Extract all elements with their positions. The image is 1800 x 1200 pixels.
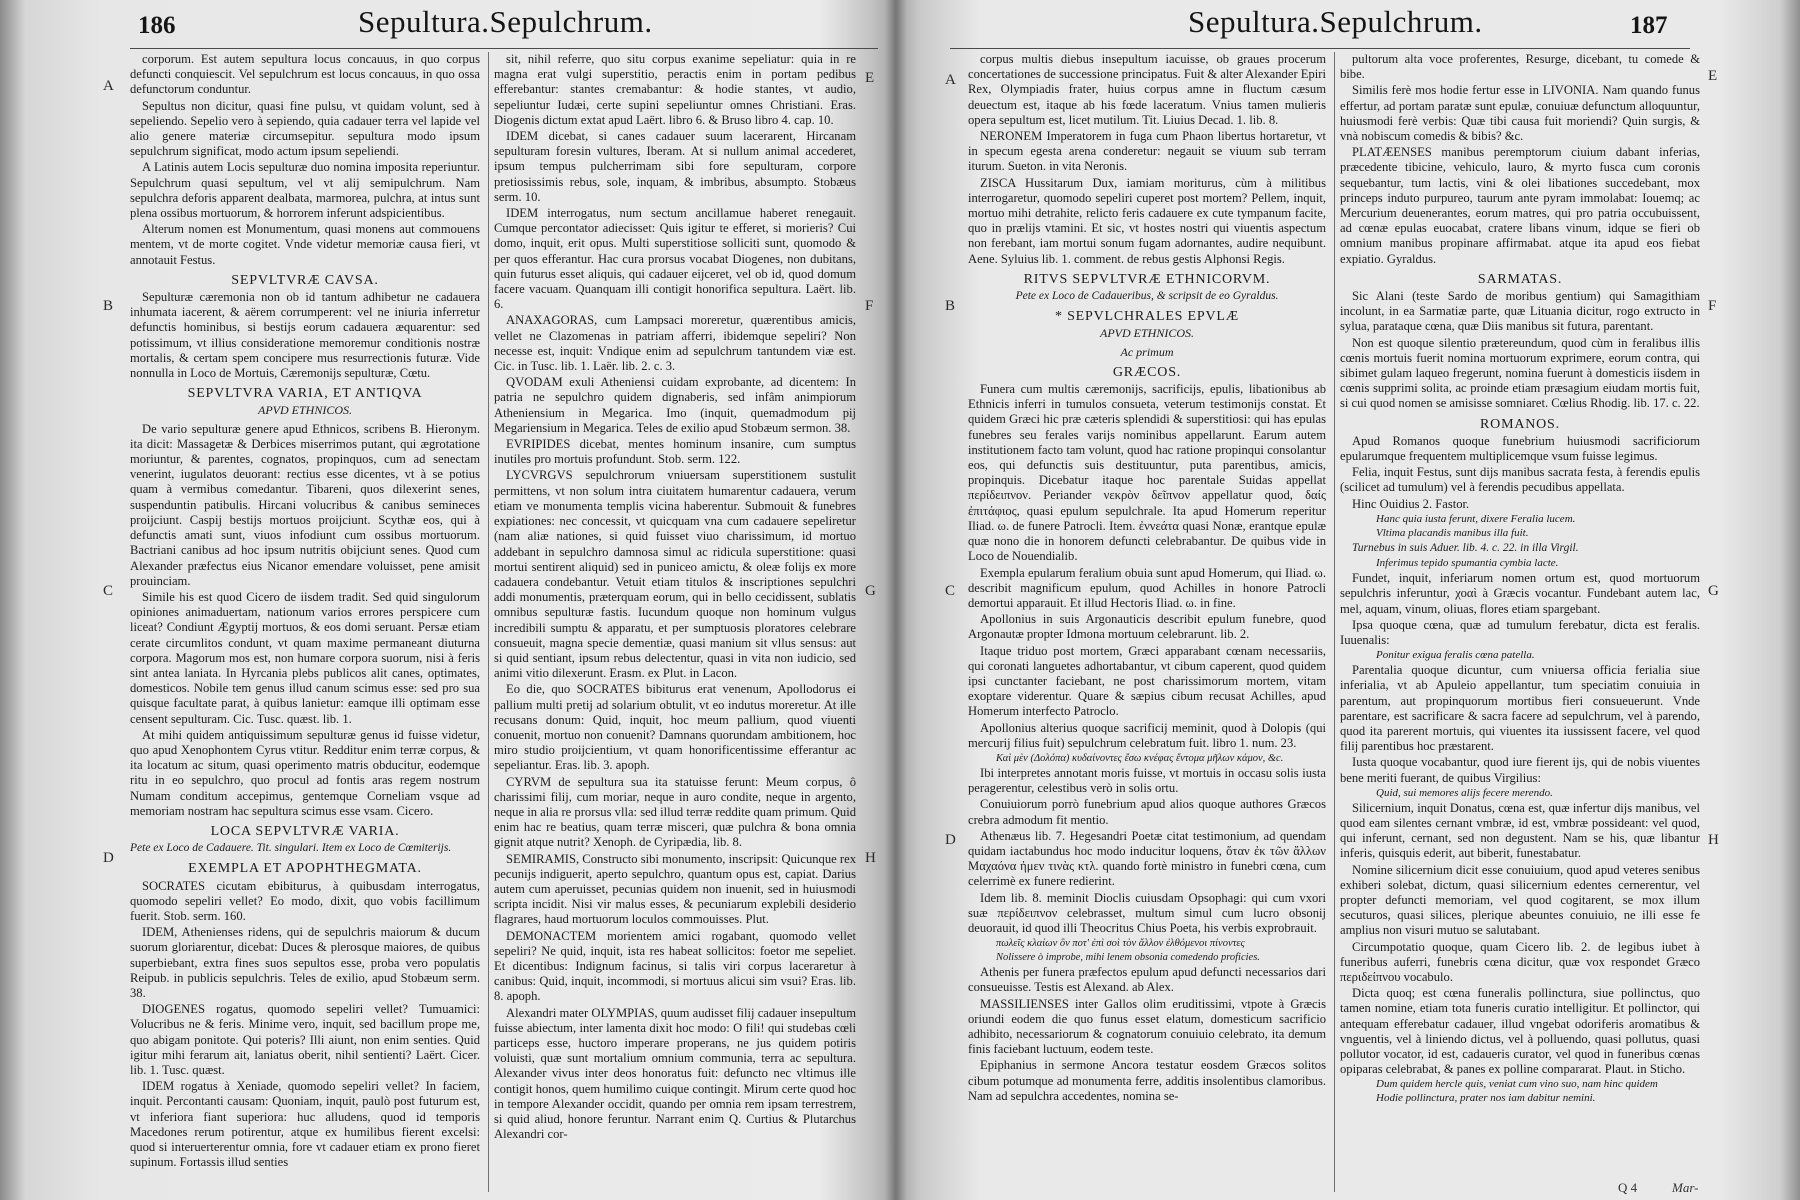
cross-reference: Pete ex Loco de Cadaueribus, & scripsit de eo Gyraldus. bbox=[1015, 290, 1279, 303]
paragraph: A Latinis autem Locis sepulturæ duo nomina imposita reperiuntur. Sepulchrum quasi sepultum, vel vt alij semipulchrum. Nam sepulchra deforis apparent dealbata, marmorea, pulchra, at intus sunt plena ossibus mortuorum, & horrorem inferunt adspicientibus. bbox=[130, 160, 480, 221]
verse-citation: Turnebus in suis Aduer. lib. 4. c. 22. in illa Virgil. bbox=[1352, 541, 1579, 554]
book-gutter bbox=[885, 0, 907, 1200]
paragraph: QVODAM exuli Atheniensi cuidam exprobante, ad dicentem: In patria ne sepulchro quidem dignaberis, sed infâm animpiorum Atheniensium in Megarica. Imo (inquit, quemadmodum pij Megariensium in Megarica. Teles de exilio apud Stobæum sermon. 38. bbox=[494, 375, 856, 435]
page-number-right: 187 bbox=[1630, 12, 1668, 39]
paragraph: Sepulturæ cæremonia non ob id tantum adhibetur ne cadauera inhumata iacerent, & aërem corrumperent: vel ne iniuria inferretur defunctis hominibus, si bestijs eorum cadauera æquarentur: sed potissimum, vt illius consideratione memoremur conditionis nostræ mortalis, & certam spem concipere mus resurrectionis futuræ. Vide nonnulla in Loco de Mortuis, Cæremonijs sepulturæ, Cœtu. bbox=[130, 290, 480, 381]
margin-letter-a-left: A bbox=[103, 78, 114, 94]
margin-letter-e-left: E bbox=[865, 70, 875, 86]
paragraph: Dicta quoq; est cœna funeralis pollinctura, siue pollinctus, quo tamen nomine, etiam tota funeris curatio intelligitur. Et pollinctor, qui antequam efferebatur cadauer, illud vngebat odoriferis aromatibus & vnguentis, vel à liniendo dictus, vel à polluendo, quasi pollutus, quasi pollutor vocator, id est, cadaueris curator, vel quod in funeribus cœnas opiparas celebrabat, & panes ex polline compararat. Plaut. in Sticho. bbox=[1340, 986, 1700, 1077]
section-heading: LOCA SEPVLTVRÆ VARIA. bbox=[210, 823, 400, 839]
paragraph: Parentalia quoque dicuntur, cum vniuersa officia ferialia siue inferialia, vt ab Apuleio appellantur, tum speciatim conuiuia in parentum, aut propinquorum mortibus fieri consueuerunt. Vnde parentare, est sacrificare & sacra facere ad sepulchrum, vel à parendo, quod ita parerent mortuis, qui viuentes ita iussissent facere, vel quod filij parentibus hoc præstarent. bbox=[1340, 663, 1700, 754]
paragraph: IDEM interrogatus, num sectum ancillamue haberet renegauit. Cumque percontator adiecisset: Quis igitur te efferet, si morieris? Cui domo, inquit, erit opus. Multi superstitiose solliciti sunt, quomodo & per quos efferantur. Hac cura prorsus vocabat Diogenes, non dubitans, quin futurus esset aliquis, qui cadauer eijceret, vel ob id, quod domum facere vacuam. Quanquam illi contigit honorifica sepultura. Laërt. lib. 6. bbox=[494, 206, 856, 312]
margin-letter-h-left: H bbox=[865, 850, 876, 866]
paragraph: Felia, inquit Festus, sunt dijs manibus sacrata festa, à ferendis epulis (scilicet ad tumulum) vel à ferendis pecudibus appellata. bbox=[1340, 465, 1700, 495]
section-heading: GRÆCOS. bbox=[1112, 364, 1182, 380]
column-divider-right bbox=[1334, 52, 1335, 1192]
paragraph: Conuiuiorum porrò funebrium apud alios quoque authores Græcos crebra admodum fit mentio. bbox=[968, 797, 1326, 827]
paragraph: EVRIPIDES dicebat, mentes hominum insanire, cum sumptus inutiles pro mortuis profundunt. Stob. serm. 122. bbox=[494, 437, 856, 467]
section-subheading: Ac primum bbox=[1120, 344, 1174, 359]
verse-line: Hodie pollinctura, prater nos iam dabitur nemini. bbox=[1376, 1092, 1596, 1105]
paragraph: Sic Alani (teste Sardo de moribus gentium) qui Samagithiam incolunt, in ea Sarmatiæ parte, quæ Lituania dicitur, rogo extructo in sylua, parataque cœna, quæ Diis manibus sit futura, parentant. bbox=[1340, 289, 1700, 334]
margin-letter-c-left: C bbox=[103, 583, 114, 599]
section-heading: SARMATAS. bbox=[1477, 271, 1563, 287]
section-heading: RITVS SEPVLTVRÆ ETHNICORVM. bbox=[1023, 271, 1271, 287]
paragraph: PLATÆENSES manibus peremptorum ciuium dabant inferias, præcedente tibicine, vehiculo, lauro, & myrto fusca cum coronis sequebantur, tum lactis, vini & olei libationes succedebant, mox princeps induto purpureo, taurum ante pyram immolabat: Iouemq; ac Mercurium deuenerantes, eorum matres, qui pro patria occubuissent, ad cœnæ epulas euocabat, cratere libans vinum, idque se fieri ob omnium manibus propinare affirmabat. atque ita apud eos fiebat expiatio. Gyraldus. bbox=[1340, 145, 1700, 266]
paragraph: ZISCA Hussitarum Dux, iamiam moriturus, cùm à militibus interrogaretur, quomodo sepeliri cuperet post mortem? Pellem, inquit, mortuo mihi detrahite, relicto feris cadauere ex cute tympanum facite, quo in prælijs vtamini. Et sic, vt hostes nostri qui viuentis aspectum non ferebant, iam mortui sonum fugam adornantes, audire nequibunt. Aene. Syluius lib. 1. comment. de rebus gestis Alphonsi Regis. bbox=[968, 175, 1326, 266]
paragraph: sit, nihil referre, quo situ corpus exanime sepeliatur: quia in re magna erat vulgi superstitio, peractis enim in portam pedibus efferebantur: stantes cremabantur: & hodie stantes, vt audio, sepeliuntur Iudæi, certe supini sepeliuntur omnes Christiani. Eras. Diogenis dictum extat apud Laërt. libro 6. & Bruso libro 4. cap. 10. bbox=[494, 52, 856, 127]
paragraph: ANAXAGORAS, cum Lampsaci moreretur, quærentibus amicis, vellet ne Clazomenas in patriam afferri, ibidemque sepeliri? Non necesse est, inquit: Vndique enim ad sepulchrum tantundem viæ est. Cic. in Tusc. lib. 1. Laër. lib. 2. c. 3. bbox=[494, 313, 856, 374]
section-heading: * SEPVLCHRALES EPVLÆ bbox=[1054, 309, 1240, 325]
left-page-column-1 bbox=[130, 52, 480, 1192]
paragraph: Apollonius alterius quoque sacrificij meminit, quod à Dolopis (qui mercurij filius fuit) sepulchrum celebratum fuit. libro 1. num. 23. bbox=[968, 720, 1326, 750]
greek-verse: πωλεῖς κλαίων ὃν ποτ' ἐπὶ σοὶ τὸν ἄλλον ἐλθόμενοι πίνοντες bbox=[996, 938, 1245, 950]
paragraph: NERONEM Imperatorem in fuga cum Phaon libertus hortaretur, vt in specum egesta arena conderetur: negauit se viuum sub terram iturum. Sueton. in vita Neronis. bbox=[968, 129, 1326, 174]
section-subheading: APVD ETHNICOS. bbox=[1100, 326, 1194, 341]
margin-letter-e-right: E bbox=[1708, 68, 1718, 84]
header-rule-right bbox=[950, 48, 1690, 49]
margin-letter-b-left: B bbox=[103, 298, 114, 314]
verse-line: Ponitur exigua feralis cœna patella. bbox=[1376, 649, 1535, 662]
verse-line: Vltima placandis manibus illa fuit. bbox=[1376, 526, 1529, 539]
column-divider-left bbox=[488, 52, 489, 1192]
right-page-column-1 bbox=[968, 52, 1326, 1192]
section-heading: SEPVLTVRA VARIA, ET ANTIQVA bbox=[187, 386, 423, 402]
margin-letter-f-right: F bbox=[1708, 298, 1717, 314]
margin-letter-f-left: F bbox=[865, 298, 874, 314]
paragraph: Ipsa quoque cœna, quæ ad tumulum ferebatur, dicta est feralis. Iuuenalis: bbox=[1340, 617, 1700, 647]
verse-line: Dum quidem hercle quis, veniat cum vino suo, nam hinc quidem bbox=[1376, 1078, 1658, 1091]
paragraph: Idem lib. 8. meminit Dioclis cuiusdam Opsophagi: qui cum vxori suæ περίδειπνον celebrasset, multum simul cum lucro obsonij deuorauit, id quod illi Theocritus Chius Poeta, his verbis exprobrauit. bbox=[968, 890, 1326, 935]
paragraph: Simile his est quod Cicero de iisdem tradit. Sed quid singulorum opiniones animaduertam, nationum varios errores perspicere cum liceat? Condiunt Ægyptij mortuos, & eos domi seruant. Persæ etiam cerate circumlitos condunt, vt quam maxime permaneant diuturna corpora. Magorum mos est, non humare corpora suorum, nisi à feris sint antea laniata. In Hyrcania plebs publicos alit canes, optimates, domesticos. Nobile tem genus illud canum scimus esse: sed pro sua quisque facultate parat, à quibus lanietur: eamque illi optimam esse censent sepulturam. Cic. Tusc. quæst. lib. 1. bbox=[130, 589, 480, 726]
right-page-column-2 bbox=[1340, 52, 1700, 1177]
paragraph: pultorum alta voce proferentes, Resurge, dicebant, tu comede & bibe. bbox=[1340, 52, 1700, 82]
paragraph: Apud Romanos quoque funebrium huiusmodi sacrificiorum epularumque frequentem multiplicemque vsum fuisse legimus. bbox=[1340, 433, 1700, 464]
paragraph: CYRVM de sepultura sua ita statuisse ferunt: Meum corpus, ô charissimi filij, cum moriar, neque in auro condite, neque in argento, neque in alia re prorsus vlla: sed illud terræ reddite quam primum. Quid enim hac re beatius, quam terræ misceri, quæ pulchra & bona omnia gignit atque nutrit? Xenoph. de Cyripædia, lib. 8. bbox=[494, 774, 856, 850]
margin-letter-c-right: C bbox=[945, 583, 956, 599]
paragraph: Itaque triduo post mortem, Græci apparabant cœnam necessariis, qui coronati languetes adhortabantur, vt cibum caperent, quod quidem ipsi cunctanter faciebant, ne post charissimorum mortem, vitam exoptare viderentur. Quare & sæpius cibum recusat Achilles, apud Homerum interfecto Patroclo. bbox=[968, 643, 1326, 719]
margin-letter-d-left: D bbox=[103, 850, 114, 866]
catchword: Mar- bbox=[1672, 1180, 1699, 1195]
paragraph: Similis ferè mos hodie fertur esse in LIVONIA. Nam quando funus effertur, ad portam paratæ sunt epulæ, conuiuæ defunctum alloquuntur, huiusmodi ferè verbis: Quæ tibi causa fuit moriendi? Quin surgis, & vnà nobiscum comedis & bibis? &c. bbox=[1340, 83, 1700, 144]
paragraph: Non est quoque silentio prætereundum, quod cùm in feralibus illis cœnis mortuis fuerit nomina mortuorum exprimere, eorum contra, qui sibimet gulam laqueo fregerunt, nomina fuerunt à domesticis iisdem in cœnis supprimi solita, ac proinde etiam præsagium eiudam mortis fuit, si cui quod nomen se amisisse somniaret. Cœlius Rhodig. lib. 17. c. 22. bbox=[1340, 335, 1700, 411]
margin-letter-b-right: B bbox=[945, 298, 956, 314]
paragraph: DEMONACTEM morientem amici rogabant, quomodo vellet sepeliri? Ne quid, inquit, ista res habeat sollicitos: foetor me sepeliet. Et dicentibus: Indignum facinus, si talis viri corpus laceraretur à canibus: Quid, inquit, incommodi, si mortuus alicui sim vsui? Eras. lib. 8. apoph. bbox=[494, 928, 856, 1004]
section-heading: SEPVLTVRÆ CAVSA. bbox=[231, 272, 379, 288]
margin-letter-h-right: H bbox=[1708, 832, 1719, 848]
signature-mark: Q 4 bbox=[1618, 1180, 1638, 1195]
paragraph: LYCVRGVS sepulchrorum vniuersam superstitionem sustulit permittens, vt non solum intra ciuitatem humarentur cadauera, verum etiam ve monumenta templis vicina haberentur. Submouit & funebres expiationes: nec concessit, vt quicquam vna cum cadauere sepeliretur (nam aliæ nationes, si quid fuisset viuo charissimum, id mortuo addebant in sepulchro damnosa simul ac ridicula superstitione: quasi mortui sentirent aliquid) sed in puniceo amictu, & oleæ folijs ex more cadauera condebantur. Vetuit etiam titulos & inscriptiones sepulchri addi monumentis, præterquam eorum, qui in bello cecidissent, sublatis omnibus sepulturæ fastis. Iucundum quoque non hominum vulgus incredibili sumptu & apparatu, et per sumptuosis ploratores celebrare consueuit, magna specie dementiæ, quasi manium sit vllus sensus: aut si quid sentiant, ipsum rebus delectentur, quasi in vita non iudicio, sed animi vitio dilexerunt. Erasm. ex Plut. in Lacon. bbox=[494, 468, 856, 681]
paragraph: Alterum nomen est Monumentum, quasi monens aut commouens mentem, vt de morte cogitet. Vnde videtur memoriæ causa fieri, vt annotauit Festus. bbox=[130, 222, 480, 267]
paragraph: Iusta quoque vocabantur, quod iure fierent ijs, qui de nobis viuentes bene meriti fuerant, de quibus Virgilius: bbox=[1340, 755, 1700, 785]
verse-line: Inferimus tepido spumantia cymbia lacte. bbox=[1376, 557, 1559, 570]
paragraph: SEMIRAMIS, Constructo sibi monumento, inscripsit: Quicunque rex pecunijs indiguerit, aperto sepulchro, quantum opus est, capiat. Darius autem cum aperuisset, pecunias quidem non inuenit, sed in huiusmodi scripta incidit. Nisi vir malus esses, & pecuniarum explebili desiderio flagrares, haud mortuorum loculos commouisses. Plut. bbox=[494, 851, 856, 927]
verse-line: Hanc quia iusta ferunt, dixere Feralia lucem. bbox=[1376, 512, 1576, 525]
page-number-left: 186 bbox=[138, 12, 176, 39]
paragraph: SOCRATES cicutam ebibiturus, à quibusdam interrogatus, quomodo sepeliri vellet? Eo modo, dixit, quo vobis facillimum fuerit. Stob. serm. 160. bbox=[130, 878, 480, 923]
greek-verse-translation: Nolissere ò improbe, mihi lenem obsonia comedendo proficies. bbox=[996, 952, 1260, 964]
paragraph: IDEM dicebat, si canes cadauer suum lacerarent, Hircanam sepulturam foresin vultures, Iberam. At si nullum animal accederet, ipsum tempus pulcherrimam sibi fore sepulturam, corpore pretiosissimis rebus, sole, inquam, & imbribus, absumpto. Stobæus serm. 10. bbox=[494, 129, 856, 204]
paragraph: MASSILIENSES inter Gallos olim eruditissimi, vtpote à Græcis oriundi eodem die quo funus esset elatum, domesticum sacrificio adhibito, necessariorum & cognatorum conuiuio celebrato, ita demum finis faciebant luctuum, eodem teste. bbox=[968, 996, 1326, 1057]
paragraph: Ibi interpretes annotant moris fuisse, vt mortuis in occasu solis iusta peragerentur, celestibus verò in solis ortu. bbox=[968, 765, 1326, 796]
paragraph: Eo die, quo SOCRATES bibiturus erat venenum, Apollodorus ei pallium multi pretij ad solarium obtulit, vt eo indutus moreretur. At ille recusans donum: Quid, inquit, hoc meum pallium, quod viuenti conuenit, mortuo non conuenit? Damnans quorundam ambitionem, hoc miro studio proijcientium, vt quam honorificentissime efferantur ac sepeliantur. Eras. lib. 3. apoph. bbox=[494, 682, 856, 773]
paragraph: corporum. Est autem sepultura locus concauus, in quo corpus defuncti conquiescit. Vel sepulchrum est locus concauus, in quo ossa defunctorum conduntur. bbox=[130, 52, 480, 97]
section-heading: EXEMPLA ET APOPHTHEGMATA. bbox=[188, 861, 422, 877]
paragraph: Apollonius in suis Argonauticis describit epulum funebre, quod Argonautæ propter Idmona mortuum celebrarunt. lib. 2. bbox=[968, 612, 1326, 642]
greek-quotation: Καὶ μὲν (Δολόπα) κυδαίνοντες ἔσω κνέφας ἔντομα μῆλων κάμον, &c. bbox=[996, 752, 1284, 764]
paragraph: Fundet, inquit, inferiarum nomen ortum est, quod mortuorum sepulchris inferuntur, χοαὶ à Græcis vocantur. Fundebant autem lac, mel, aquam, vinum, oliuas, flores etiam spargebant. bbox=[1340, 571, 1700, 616]
margin-letter-g-right: G bbox=[1708, 583, 1719, 599]
paragraph: At mihi quidem antiquissimum sepulturæ genus id fuisse videtur, quo apud Xenophontem Cyrus vtitur. Redditur enim terræ corpus, & ita locatum ac situm, quasi operimento matris obducitur, eodemque ritu in eo sepulchro, quo procul ad fontis aras regem nostrum Numam conditum accepimus, gentemque Corneliam vsque ad memoriam nostram hac sepultura scimus esse vsam. Cicero. bbox=[130, 727, 480, 818]
paragraph: Athenis per funera præfectos epulum apud defuncti necessarios dari consueuisse. Testis est Alexand. ab Alex. bbox=[968, 965, 1326, 995]
margin-letter-d-right: D bbox=[945, 832, 956, 848]
margin-letter-a-right: A bbox=[945, 72, 956, 88]
margin-letter-g-left: G bbox=[865, 583, 876, 599]
paragraph: Nomine silicernium dicit esse conuiuium, quod apud veteres senibus exhiberi solebat, dictum, quasi silicernium edentes cernerentur, vel propter defuncti memoriam, vel quod cogitarent, se mox illum secuturos, quasi silices, plerique abeuntes conuiuio, ne illi esse fe amplius non visuri mutuo se salutabant. bbox=[1340, 862, 1700, 938]
paragraph: Epiphanius in sermone Ancora testatur eosdem Græcos solitos cibum potumque ad monumenta ferre, additis insolentibus clamoribus. Nam ad sepulchra accedentes, nomina se- bbox=[968, 1058, 1326, 1103]
paragraph: Silicernium, inquit Donatus, cœna est, quæ infertur dijs manibus, vel quod eam silentes cernant vmbræ, id est, vmbræ possideant: vel quod, qui inferunt, cernant, sed non degustent. Nam se his, quæ libantur inferis, quisquis ederit, aut biberit, funestabatur. bbox=[1340, 800, 1700, 861]
cross-reference: Pete ex Loco de Cadauere. Tit. singulari. Item ex Loco de Cœmiterijs. bbox=[130, 842, 452, 855]
verse-line: Quid, sui memores alijs fecere merendo. bbox=[1376, 786, 1553, 799]
running-head-right: Sepultura.Sepulchrum. bbox=[1188, 4, 1483, 39]
left-page-column-2 bbox=[494, 52, 856, 1192]
paragraph: Sepultus non dicitur, quasi fine pulsu, vt quidam volunt, sed à sepeliendo. Sepelio vero à sepiendo, quia cadauer terra vel lapide vel alio genere materiæ circumsepitur. sepultura modo ipsum sepulchrum significat, modo actum ipsum sepeliendi. bbox=[130, 98, 480, 159]
paragraph: Alexandri mater OLYMPIAS, quum audisset filij cadauer insepultum fuisse abiectum, inter lamenta dixit hoc modo: O fili! qui studebas cœli particeps esse, huctoro imperare properans, ne jus quidem potiris voluisti, quæ sunt mortalium omnium communia, terra ac sepultura. Alexander vivus inter deos honoratus fuit: defuncto nec vltimus ille contigit honos, quem humilimo cuique contingit. Mirum certe quod hoc in tempore Alexander occidit, quando per omnia rem ipsam terrestrem, si quid aliud, honore feruntur. Narrant enim Q. Curtius & Plutarchus Alexandri cor- bbox=[494, 1005, 856, 1142]
paragraph: Athenæus lib. 7. Hegesandri Poetæ citat testimonium, ad quendam quidam iactabundus hoc modo inducitur loquens, ὅταν ἐκ τῶν ἄλλων Μαχαόνα ἠμεν τινὰς κτλ. quando fortè ministro in funebri cœna, cum celerrimè ex funere redierint. bbox=[968, 828, 1326, 889]
paragraph: Exempla epularum feralium obuia sunt apud Homerum, qui Iliad. ω. describit magnificum epulum, quod Achilles in honore Patrocli demortui apparauit. Et illud Hectoris Iliad. ω. in fine. bbox=[968, 565, 1326, 610]
header-rule-left bbox=[130, 48, 878, 49]
paragraph: IDEM rogatus à Xeniade, quomodo sepeliri vellet? In faciem, inquit. Percontanti causam: Quoniam, inquit, paulò post futurum est, vt inferiora fiant superiora: huc alludens, quod id temporis Macedones rerum potirentur, atque ex humilibus fierent excelsi: quod si interuerterentur omnia, fore vt cadauer etiam ex prono fieret supinum. Fortassis illud senties bbox=[130, 1079, 480, 1170]
paragraph: Funera cum multis cæremonijs, sacrificijs, epulis, libationibus ab Ethnicis inferri in tumulos consueta, veterum testimonijs constat. Et quidem Græci hic præ cæteris splendidi & superstitiosi: qui has epulas funebres seu ferales varijs nominibus appellarunt. Earum autem institutionem facto tam volunt, quod hac ratione propinqui consolantur eos, qui defunctis suis destituuntur, puta parentibus, amicis, propinquis. Dicebatur itaque hoc parentale Suidas appellat περίδειπνον. Periander νεκρὸν δεῖπνον appellatur quod, δαίς ἐπιτάφιος, quasi epulum sepulchrale. Ita apud Homerum reperitur Iliad. ω. de funere Patrocli. Item. ἐννεάτα quasi Nonæ, erantque epulæ quæ nono die in honorem defuncti celebrabantur. De quibus vide in Loco de Nouendialib. bbox=[968, 382, 1326, 564]
paragraph: corpus multis diebus insepultum iacuisse, ob graues procerum concertationes de successione principatus. Fuit & alter Alexander Epiri Rex, Olympiadis frater, huius corpus amne in fluctum cæsum deuectum est, itaque ab his fœde laceratum. Vnius tamen mulieris opera sepultum est, licet mutilum. Tit. Liuius Decad. 1. lib. 8. bbox=[968, 52, 1326, 127]
paragraph: Circumpotatio quoque, quam Cicero lib. 2. de legibus iubet à funeribus auferri, funebris cœna dicitur, quæ vox respondet Græco περιδείπνου vocabulo. bbox=[1340, 939, 1700, 984]
section-heading: ROMANOS. bbox=[1480, 416, 1560, 432]
paragraph: Hinc Ouidius 2. Fastor. bbox=[1352, 496, 1470, 511]
paragraph: DIOGENES rogatus, quomodo sepeliri vellet? Tumuamici: Volucribus ne & feris. Minime vero, inquit, sed bacillum prope me, quo abigam ponitote. Qui poteris? Illi aiunt, non enim senties. Quid igitur mihi ferarum ait, laniatus oberit, nihil sentienti? Laërt. Cicer. lib. 1. Tusc. quæst. bbox=[130, 1002, 480, 1077]
paragraph: IDEM, Athenienses ridens, qui de sepulchris maiorum & ducum suorum gloriarentur, dicebat: Duces & plerosque maiores, de quibus superbiebant, extra fines suos sepultos esse, proba vero populatis Reipub. in publicis sepulchris. Teles de exilio, apud Stobæum serm. 38. bbox=[130, 925, 480, 1000]
section-subheading: APVD ETHNICOS. bbox=[258, 403, 352, 418]
running-head-left: Sepultura.Sepulchrum. bbox=[358, 4, 653, 39]
paragraph: De vario sepulturæ genere apud Ethnicos, scribens B. Hieronym. ita dicit: Massagetæ & Derbices miserrimos putant, qui ægrotatione moriuntur, & parentes, cognatos, propinquos, cum ad senectam venerint, iugulatos deuorant: rectius esse dicentes, vt à se potius quam à vermibus comedantur. Tibareni, quos dilexerint senes, suspenduntin patibulis. Hircani volucribus & canibus semineces proijciunt. Caspij bestijs mortuos proijciunt. Scythæ eos, qui à defunctis amati sunt, viuos infodiunt cum ossibus mortuorum. Bactriani canibus ad hoc ipsum nutritis obijciunt senes. Quod cum Alexander præfectus eius Nicanor emendare voluisset, pene amisit prouinciam. bbox=[130, 421, 480, 588]
